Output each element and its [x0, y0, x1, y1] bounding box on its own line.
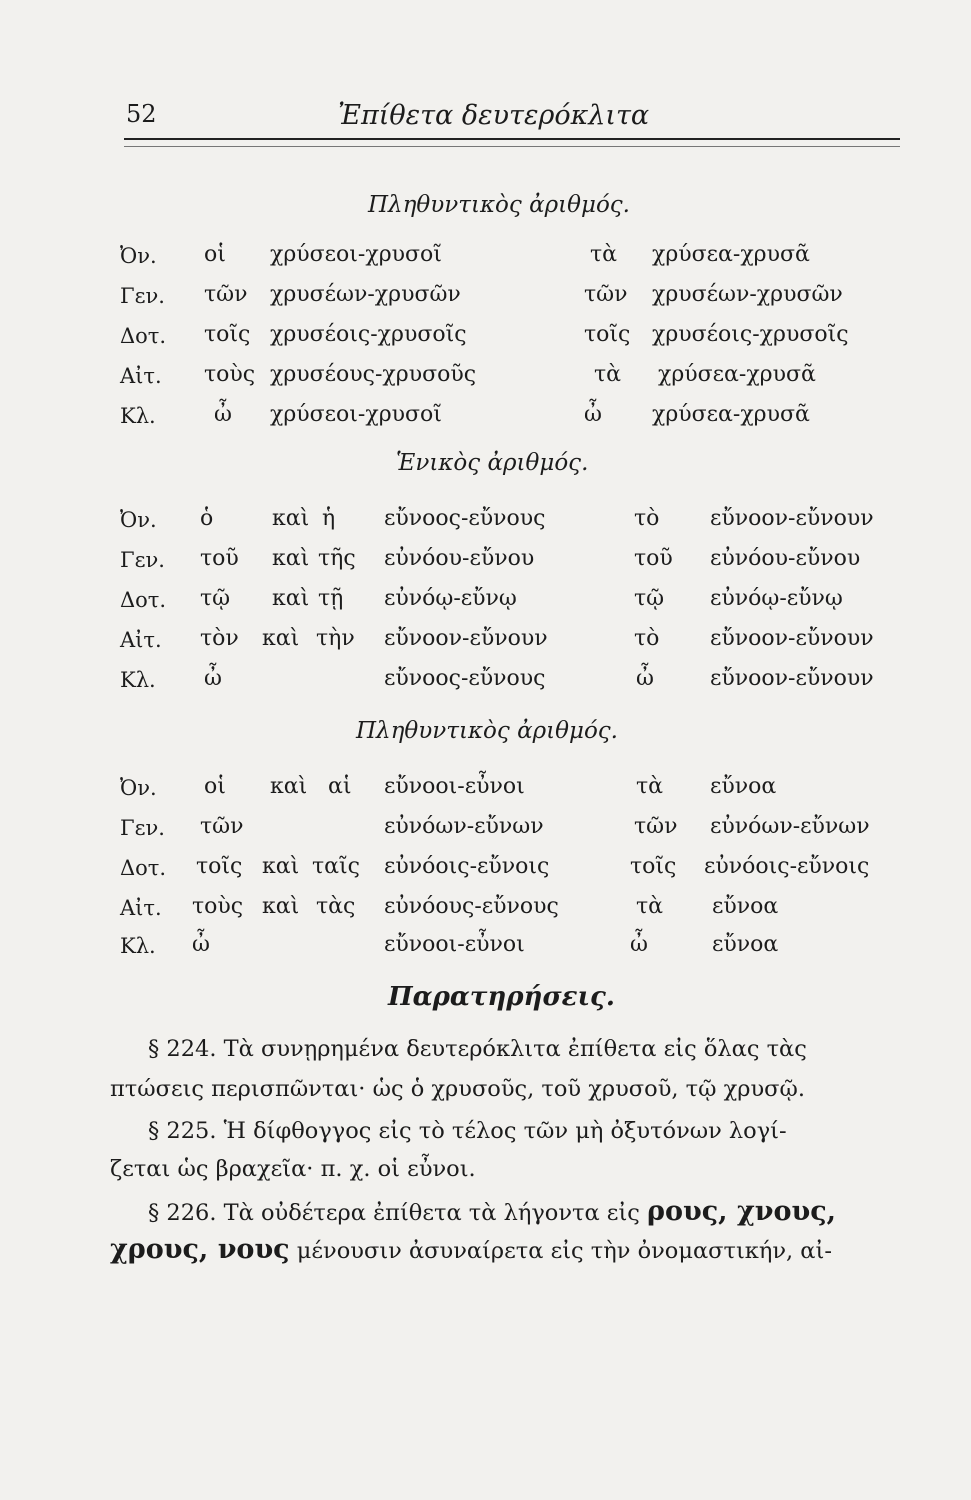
conjunction: καὶ — [272, 546, 310, 571]
form-neuter: εὔνοον-εὔνουν — [710, 626, 874, 651]
form-neuter: εὐνόου-εὔνου — [710, 546, 861, 571]
article-neuter: τοῖς — [630, 854, 677, 879]
running-title: Ἐπίθετα δευτερόκλιτα — [338, 100, 650, 131]
article-neuter: τοῖς — [584, 322, 631, 347]
article: τοὺς — [204, 362, 256, 387]
form-masc-fem: χρύσεοι-χρυσοῖ — [270, 242, 442, 267]
case-label: Δοτ. — [120, 588, 167, 612]
case-label: Γεν. — [120, 816, 165, 840]
article: ὦ — [192, 932, 210, 957]
paragraph-226-bold-endings-2: χρους, νους — [110, 1234, 290, 1265]
form-masc-fem: εὐνόοις-εὔνοις — [384, 854, 550, 879]
case-label: Δοτ. — [120, 324, 167, 348]
case-label: Αἰτ. — [120, 628, 162, 652]
article-neuter: τὰ — [636, 894, 664, 919]
section-heading-plural-1: Πληθυντικὸς ἀριθμός. — [368, 192, 630, 218]
paragraph-225-line-2: ζεται ὡς βραχεῖα· π. χ. οἱ εὖνοι. — [110, 1156, 476, 1182]
case-label: Κλ. — [120, 404, 156, 428]
article-neuter: τὰ — [636, 774, 664, 799]
article-neuter: ὦ — [584, 402, 602, 427]
article: τῷ — [200, 586, 231, 611]
conjunction: καὶ — [262, 626, 300, 651]
article: οἱ — [204, 774, 226, 799]
paragraph-226-text-2: μένουσιν ἀσυναίρετα εἰς τὴν ὀνομαστικήν, αἰ- — [296, 1238, 832, 1264]
section-heading-plural-2: Πληθυντικὸς ἀριθμός. — [356, 718, 618, 744]
form-neuter: εὐνόων-εὔνων — [710, 814, 870, 839]
page-number: 52 — [126, 100, 157, 128]
article-fem: τῆς — [318, 546, 356, 571]
form-masc-fem: εὔνοος-εὔνους — [384, 506, 546, 531]
article-neuter: τὰ — [594, 362, 622, 387]
article-fem: ταῖς — [312, 854, 360, 879]
article-neuter: τὸ — [634, 506, 660, 531]
form-masc-fem: εὔνοος-εὔνους — [384, 666, 546, 691]
form-neuter: χρύσεα-χρυσᾶ — [652, 242, 810, 267]
conjunction: καὶ — [270, 774, 308, 799]
paragraph-226-line-1 — [148, 1196, 836, 1227]
article: τοῦ — [200, 546, 239, 571]
section-heading-singular: Ἑνικὸς ἀριθμός. — [396, 450, 589, 476]
article-neuter: ὦ — [636, 666, 654, 691]
case-label: Ὀν. — [120, 244, 157, 268]
form-neuter: εὔνοον-εὔνουν — [710, 666, 874, 691]
article: τοῖς — [196, 854, 243, 879]
form-neuter: εὔνοον-εὔνουν — [710, 506, 874, 531]
form-masc-fem: εὐνόων-εὔνων — [384, 814, 544, 839]
header-rule — [124, 138, 900, 147]
article-neuter: τὰ — [590, 242, 618, 267]
article-fem: αἱ — [328, 774, 352, 799]
paragraph-226-text: § 226. Τὰ οὐδέτερα ἐπίθετα τὰ λήγοντα εἰς — [148, 1200, 640, 1226]
form-neuter: χρυσέων-χρυσῶν — [652, 282, 843, 307]
article-neuter: ὦ — [630, 932, 648, 957]
article: τῶν — [200, 814, 244, 839]
conjunction: καὶ — [272, 506, 310, 531]
form-neuter: χρυσέοις-χρυσοῖς — [652, 322, 849, 347]
form-masc-fem: εὔνοοι-εὖνοι — [384, 932, 525, 957]
article-fem: τῇ — [318, 586, 344, 611]
article: ὦ — [214, 402, 232, 427]
form-neuter: εὔνοα — [710, 774, 777, 799]
conjunction: καὶ — [262, 854, 300, 879]
case-label: Δοτ. — [120, 856, 167, 880]
article: τῶν — [204, 282, 248, 307]
notes-heading: Παρατηρήσεις. — [388, 982, 615, 1012]
form-neuter: χρύσεα-χρυσᾶ — [658, 362, 816, 387]
article-neuter: τῶν — [584, 282, 628, 307]
form-masc-fem: εὐνόῳ-εὔνῳ — [384, 586, 517, 611]
form-masc-fem: χρυσέοις-χρυσοῖς — [270, 322, 467, 347]
paragraph-226-bold-endings: ρους, χνους, — [647, 1196, 837, 1227]
form-neuter: εὐνόῳ-εὔνῳ — [710, 586, 843, 611]
article: τοὺς — [192, 894, 244, 919]
article: ὁ — [200, 506, 214, 531]
form-neuter: χρύσεα-χρυσᾶ — [652, 402, 810, 427]
paragraph-226-line-2 — [110, 1234, 832, 1265]
case-label: Γεν. — [120, 284, 165, 308]
article-neuter: τοῦ — [634, 546, 673, 571]
case-label: Ὀν. — [120, 776, 157, 800]
paragraph-224-line-2: πτώσεις περισπῶνται· ὡς ὁ χρυσοῦς, τοῦ χρυσοῦ, τῷ χρυσῷ. — [110, 1076, 806, 1102]
form-masc-fem: χρυσέων-χρυσῶν — [270, 282, 461, 307]
article: οἱ — [204, 242, 226, 267]
form-neuter: εὔνοα — [712, 932, 779, 957]
article-fem: τὴν — [316, 626, 355, 651]
form-masc-fem: χρυσέους-χρυσοῦς — [270, 362, 477, 387]
form-masc-fem: εὔνοον-εὔνουν — [384, 626, 548, 651]
form-masc-fem: εὐνόου-εὔνου — [384, 546, 535, 571]
article: τὸν — [200, 626, 239, 651]
article-fem: ἡ — [322, 506, 336, 531]
paragraph-224-line-1: § 224. Τὰ συνῃρημένα δευτερόκλιτα ἐπίθετα εἰς ὅλας τὰς — [148, 1036, 807, 1062]
article-neuter: τῶν — [634, 814, 678, 839]
case-label: Κλ. — [120, 934, 156, 958]
form-masc-fem: εὔνοοι-εὖνοι — [384, 774, 525, 799]
form-masc-fem: χρύσεοι-χρυσοῖ — [270, 402, 442, 427]
form-neuter: εὔνοα — [712, 894, 779, 919]
case-label: Γεν. — [120, 548, 165, 572]
paragraph-225-line-1: § 225. Ἡ δίφθογγος εἰς τὸ τέλος τῶν μὴ ὀξυτόνων λογί- — [148, 1118, 787, 1144]
article: τοῖς — [204, 322, 251, 347]
case-label: Ὀν. — [120, 508, 157, 532]
article: ὦ — [204, 666, 222, 691]
article-fem: τὰς — [316, 894, 356, 919]
form-masc-fem: εὐνόους-εὔνους — [384, 894, 559, 919]
form-neuter: εὐνόοις-εὔνοις — [704, 854, 870, 879]
case-label: Αἰτ. — [120, 364, 162, 388]
article-neuter: τὸ — [634, 626, 660, 651]
case-label: Αἰτ. — [120, 896, 162, 920]
conjunction: καὶ — [262, 894, 300, 919]
conjunction: καὶ — [272, 586, 310, 611]
case-label: Κλ. — [120, 668, 156, 692]
article-neuter: τῷ — [634, 586, 665, 611]
